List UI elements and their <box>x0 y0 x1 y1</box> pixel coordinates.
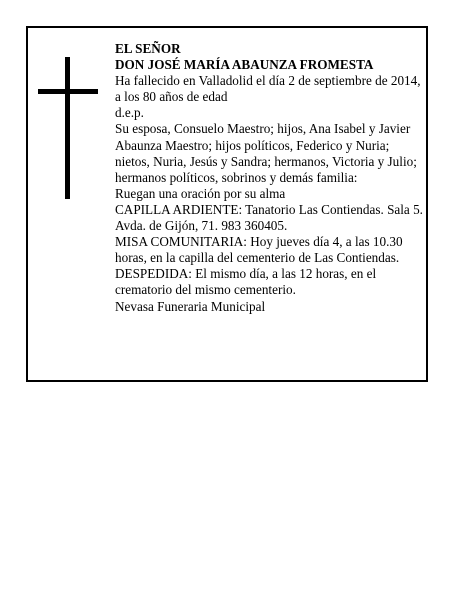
cross-horizontal-bar <box>38 89 98 94</box>
farewell-info: DESPEDIDA: El mismo día, a las 12 horas, en el crematorio del mismo cementerio. <box>115 266 377 298</box>
notice-heading: EL SEÑOR <box>115 41 181 56</box>
cross-icon <box>38 57 98 199</box>
notice-text <box>115 41 425 315</box>
death-statement: Ha fallecido en Valladolid el día 2 de septiembre de 2014, a los 80 años de edad <box>115 73 421 105</box>
family-list: Su esposa, Consuelo Maestro; hijos, Ana Isabel y Javier Abaunza Maestro; hijos políticos, Federico y Nuria; nietos, Nuria, Jesús y Sandra; hermanos, Victoria y Julio; hermanos políticos, sobrinos y demás familia: <box>115 121 417 185</box>
chapel-info: CAPILLA ARDIENTE: Tanatorio Las Contiendas. Sala 5. Avda. de Gijón, 71. 983 360405. <box>115 201 423 234</box>
rip-text: d.e.p. <box>115 105 144 121</box>
cross-vertical-bar <box>65 57 70 199</box>
obituary-notice <box>26 26 428 382</box>
deceased-name: DON JOSÉ MARÍA ABAUNZA FROMESTA <box>115 57 374 73</box>
prayer-request: Ruegan una oración por su alma <box>115 185 286 201</box>
mass-info: MISA COMUNITARIA: Hoy jueves día 4, a las 10.30 horas, en la capilla del cementerio de Las Contiendas. <box>115 234 403 266</box>
funeral-home: Nevasa Funeraria Municipal <box>115 298 266 314</box>
